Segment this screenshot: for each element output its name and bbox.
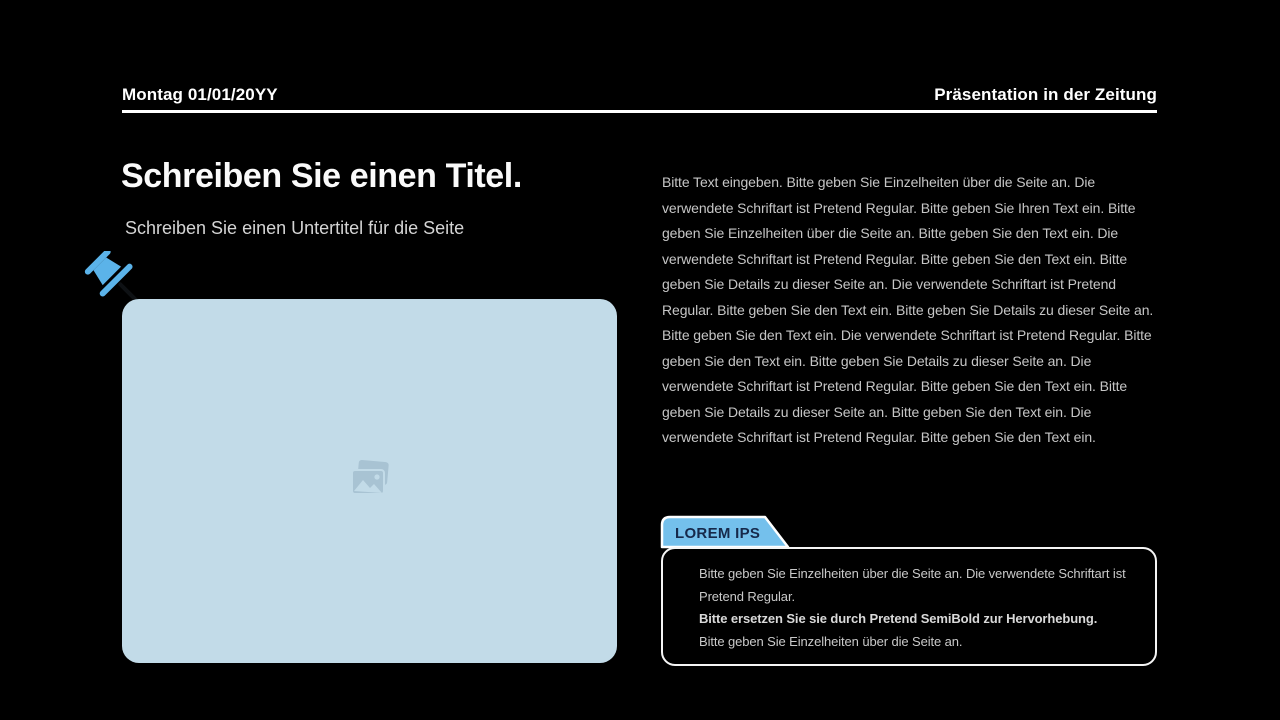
callout-line-2-bold: Bitte ersetzen Sie sie durch Pretend SemiBold zur Hervorhebung. [699, 611, 1098, 626]
header-title-label: Präsentation in der Zeitung [934, 85, 1157, 104]
callout-box [661, 547, 1157, 666]
lorem-badge [659, 514, 795, 550]
header-divider [122, 110, 1157, 113]
body-paragraph: Bitte Text eingeben. Bitte geben Sie Einzelheiten über die Seite an. Die verwendete Schriftart ist Pretend Regular. Bitte geben Sie Ihren Text ein. Bitte geben Sie Einzelheiten über die Seite an. Bitte geben Sie den Text ein. Die verwendete Schriftart ist Pretend Regular. Bitte geben Sie den Text ein. Bitte geben Sie Details zu dieser Seite an. Die verwendete Schriftart ist Pretend Regular. Bitte geben Sie den Text ein. Bitte geben Sie Details zu dieser Seite an. Bitte geben Sie den Text ein. Die verwendete Schriftart ist Pretend Regular. Bitte geben Sie den Text ein. Bitte geben Sie Details zu dieser Seite an. Die verwendete Schriftart ist Pretend Regular. Bitte geben Sie den Text ein. Bitte geben Sie Details zu dieser Seite an. Bitte geben Sie den Text ein. Die verwendete Schriftart ist Pretend Regular. Bitte geben Sie den Text ein. [662, 174, 1154, 445]
page-title: Schreiben Sie einen Titel. [121, 157, 522, 195]
image-placeholder [122, 299, 617, 663]
header-date-label: Montag 01/01/20YY [122, 85, 278, 104]
image-photos-icon [347, 460, 393, 502]
page-subtitle: Schreiben Sie einen Untertitel für die Seite [125, 218, 465, 238]
callout-line-1: Bitte geben Sie Einzelheiten über die Seite an. Die verwendete Schriftart ist Pretend Regular. [699, 566, 1126, 604]
lorem-badge-label: LOREM IPS [675, 525, 761, 542]
callout-line-3: Bitte geben Sie Einzelheiten über die Seite an. [699, 633, 963, 649]
